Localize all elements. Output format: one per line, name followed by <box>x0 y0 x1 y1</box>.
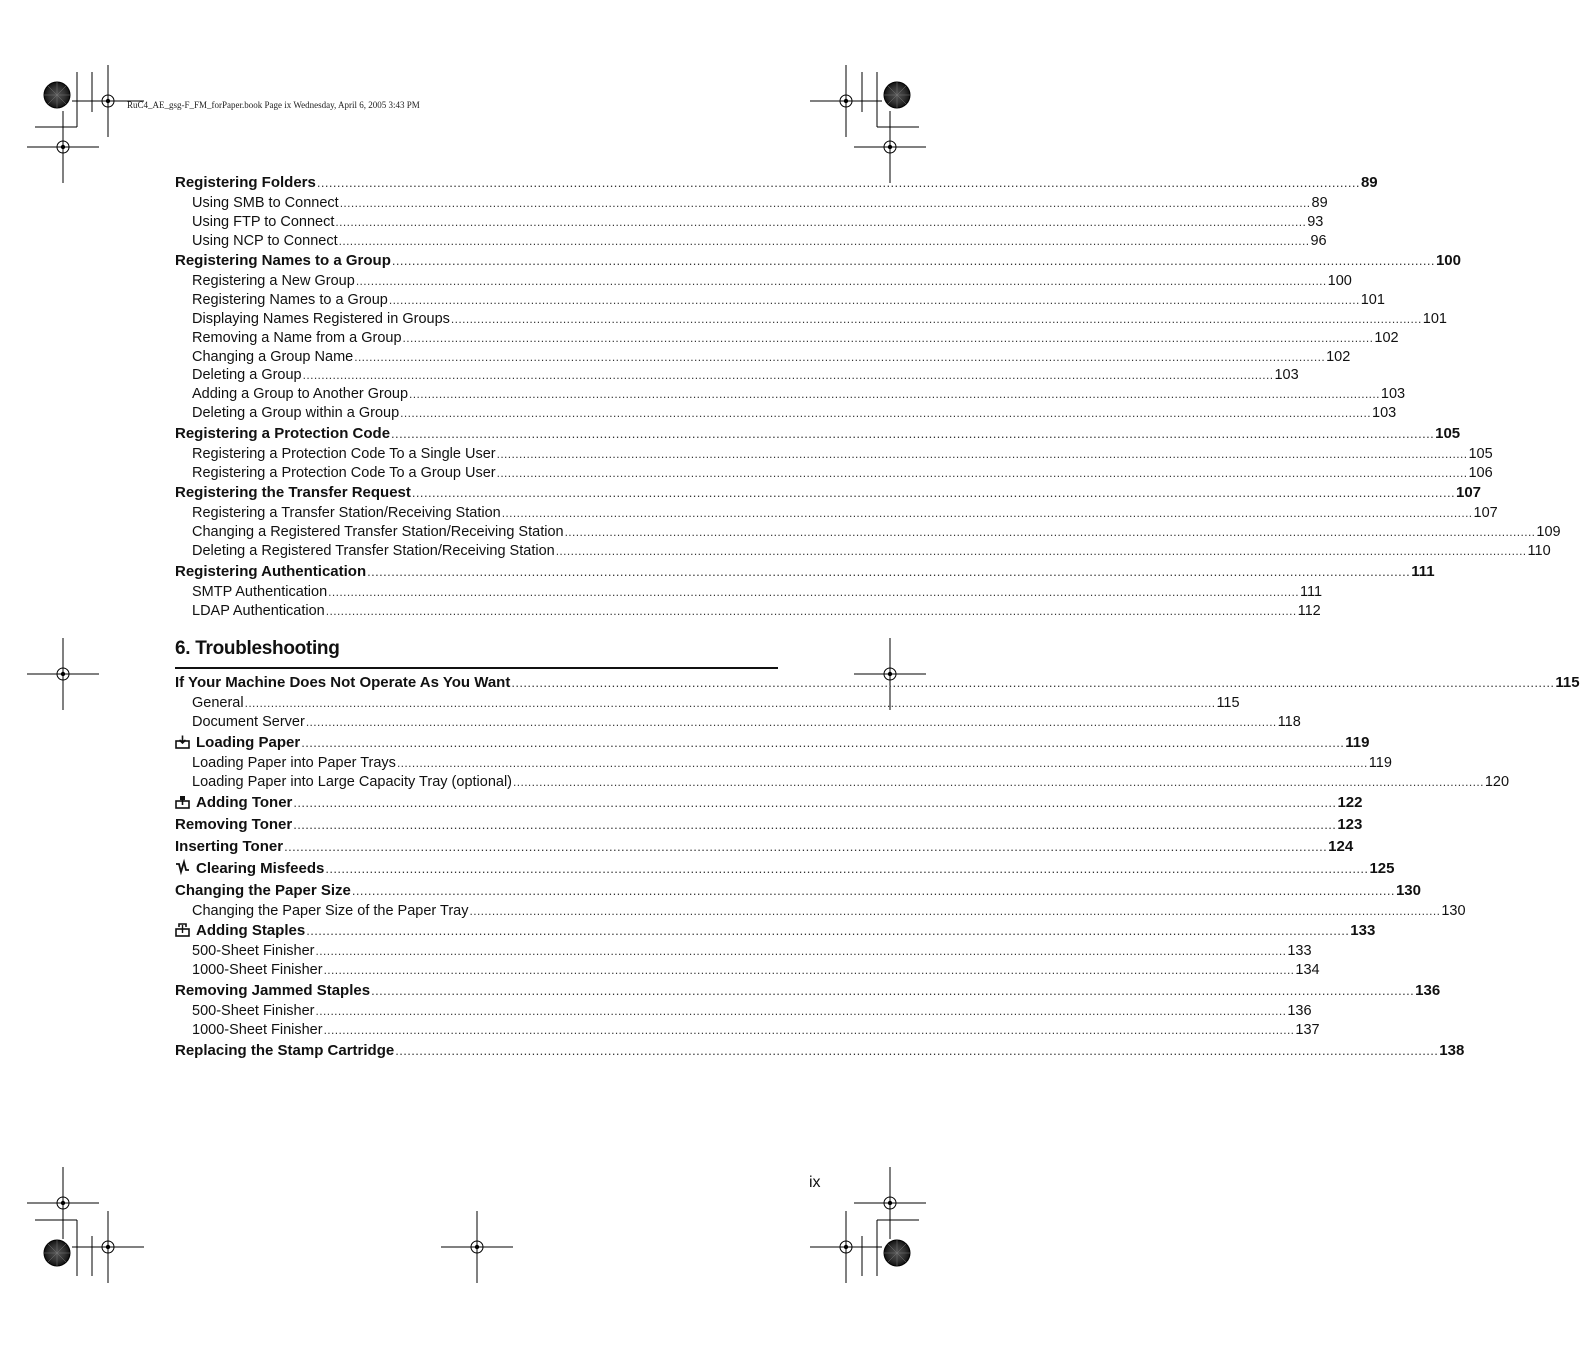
toc-page-number: 105 <box>1435 424 1461 442</box>
dot-leader: .................................................................................................................................................................................................................................................................... <box>338 233 1310 248</box>
toc-subentry[interactable] <box>175 961 1320 980</box>
toc-entry-title: Removing Jammed Staples <box>175 981 371 999</box>
toc-page-number: 103 <box>1372 404 1397 421</box>
toc-subentry[interactable] <box>175 194 1328 213</box>
toc-entry-title: 1000-Sheet Finisher <box>192 1021 323 1038</box>
toc-subentry[interactable] <box>175 329 1399 348</box>
toc-entry-title: Adding a Group to Another Group <box>192 386 409 403</box>
toc-subentry[interactable] <box>175 1002 1312 1021</box>
toc-page-number: 101 <box>1422 310 1447 327</box>
misfeed-icon <box>175 860 190 874</box>
dot-leader: .................................................................................................................................................................................................................................................................... <box>391 425 1435 441</box>
toc-section-list <box>175 172 1561 620</box>
toc-page-number: 111 <box>1300 583 1323 600</box>
dot-leader: .................................................................................................................................................................................................................................................................... <box>555 543 1527 558</box>
toc-subentry[interactable] <box>175 542 1551 561</box>
paper-tray-icon <box>175 734 190 748</box>
toc-page-number: 118 <box>1277 714 1301 731</box>
toc-page-number: 123 <box>1337 815 1363 833</box>
toc-heading-entry[interactable] <box>175 482 1482 504</box>
dot-leader: .................................................................................................................................................................................................................................................................... <box>450 311 1422 326</box>
toc-entry-title: Changing a Group Name <box>192 348 354 365</box>
toc-subentry[interactable] <box>175 713 1301 732</box>
toc-page-number: 124 <box>1328 837 1354 855</box>
dot-leader: .................................................................................................................................................................................................................................................................... <box>305 715 1277 730</box>
dot-leader: .................................................................................................................................................................................................................................................................... <box>388 293 1360 308</box>
toc-subentry[interactable] <box>175 602 1321 621</box>
toc-entry-title: Deleting a Registered Transfer Station/Receiving Station <box>192 542 555 559</box>
dot-leader: .................................................................................................................................................................................................................................................................... <box>496 465 1468 480</box>
toc-entry-title: Registering a Protection Code To a Group User <box>192 464 496 481</box>
dot-leader: .................................................................................................................................................................................................................................................................... <box>391 253 1435 269</box>
dot-leader: .................................................................................................................................................................................................................................................................... <box>293 816 1337 832</box>
dot-leader: .................................................................................................................................................................................................................................................................... <box>315 1003 1287 1018</box>
toc-page-number: 119 <box>1368 754 1392 771</box>
toc-entry-title: Loading Paper <box>196 733 301 751</box>
toc-entry-title: Replacing the Stamp Cartridge <box>175 1041 395 1059</box>
toc-subentry[interactable] <box>175 523 1561 542</box>
toc-entry-title: Loading Paper into Paper Trays <box>192 754 396 771</box>
toc-entry-title: Using NCP to Connect <box>192 232 338 249</box>
toc-entry-title: Registering a Protection Code To a Single User <box>192 445 496 462</box>
toc-page-number: 101 <box>1360 292 1385 309</box>
dot-leader: .................................................................................................................................................................................................................................................................... <box>354 349 1326 364</box>
toc-page-number: 122 <box>1337 793 1363 811</box>
toc-page-number: 96 <box>1310 232 1327 249</box>
toc-entry-title: 500-Sheet Finisher <box>192 1002 315 1019</box>
dot-leader: .................................................................................................................................................................................................................................................................... <box>411 485 1455 501</box>
toc-page-number: 136 <box>1415 981 1441 999</box>
toc-page-number: 133 <box>1350 922 1376 940</box>
dot-leader: .................................................................................................................................................................................................................................................................... <box>315 944 1287 959</box>
toc-page-number: 130 <box>1441 902 1466 919</box>
toc-subentry[interactable] <box>175 445 1493 464</box>
toc-subentry[interactable] <box>175 366 1299 385</box>
toc-page-number: 106 <box>1468 464 1493 481</box>
toc-entry-title: Deleting a Group within a Group <box>192 404 400 421</box>
toc-heading-entry[interactable] <box>175 980 1441 1002</box>
chapter-title: 6. Troubleshooting <box>175 638 340 660</box>
toc-page-number: 107 <box>1455 484 1482 502</box>
toc-heading-entry[interactable] <box>175 672 1580 694</box>
toc-heading-entry[interactable] <box>175 250 1461 272</box>
toc-entry-title: LDAP Authentication <box>192 602 325 619</box>
toc-entry-title: Registering a New Group <box>192 273 355 290</box>
toc-page-number: 103 <box>1380 386 1406 403</box>
toc-heading-entry[interactable] <box>175 561 1435 583</box>
toc-entry-title: Removing Toner <box>175 815 293 833</box>
toc-subentry[interactable] <box>175 504 1498 523</box>
dot-leader: .................................................................................................................................................................................................................................................................... <box>564 525 1536 540</box>
toc-heading-entry[interactable] <box>175 814 1363 836</box>
dot-leader: .................................................................................................................................................................................................................................................................... <box>409 387 1380 402</box>
toc-subentry[interactable] <box>175 385 1406 404</box>
dot-leader: .................................................................................................................................................................................................................................................................... <box>351 882 1395 898</box>
toc-entry-title: Clearing Misfeeds <box>196 859 325 877</box>
toc-heading-entry[interactable] <box>175 423 1461 445</box>
toc-page-number: 115 <box>1216 695 1240 712</box>
toc-entry-title: Changing the Paper Size of the Paper Tray <box>192 902 469 919</box>
toc-entry-title: Using SMB to Connect <box>192 195 339 211</box>
toc-subentry[interactable] <box>175 942 1312 961</box>
dot-leader: .................................................................................................................................................................................................................................................................... <box>244 696 1216 711</box>
toc-heading-entry[interactable] <box>175 732 1370 754</box>
toc-subentry[interactable] <box>175 464 1493 483</box>
dot-leader: .................................................................................................................................................................................................................................................................... <box>371 982 1415 998</box>
toc-entry-title: Registering a Protection Code <box>175 424 391 442</box>
toc-entry-title: Removing a Name from a Group <box>192 329 402 346</box>
toc-entry-title: Registering Names to a Group <box>192 292 388 309</box>
dot-leader: .................................................................................................................................................................................................................................................................... <box>323 963 1295 978</box>
toc-page-number: 93 <box>1307 213 1324 230</box>
toc-entry-title: SMTP Authentication <box>192 583 328 600</box>
toc-entry-title: Registering the Transfer Request <box>175 484 411 502</box>
toc-page-number: 102 <box>1326 348 1351 365</box>
dot-leader: .................................................................................................................................................................................................................................................................... <box>339 196 1311 210</box>
dot-leader: .................................................................................................................................................................................................................................................................... <box>402 330 1374 345</box>
toc-entry-title: General <box>192 695 244 712</box>
toc-entry-title: Adding Staples <box>196 922 306 940</box>
toc-page-number: 110 <box>1527 542 1551 559</box>
toc-entry-title: Registering Names to a Group <box>175 252 391 270</box>
dot-leader: .................................................................................................................................................................................................................................................................... <box>325 603 1297 618</box>
toc-heading-entry[interactable] <box>175 172 1378 194</box>
toc-page-number: 100 <box>1327 273 1352 290</box>
dot-leader: .................................................................................................................................................................................................................................................................... <box>316 175 1360 190</box>
dot-leader: .................................................................................................................................................................................................................................................................... <box>400 405 1371 420</box>
dot-leader: .................................................................................................................................................................................................................................................................... <box>367 563 1411 579</box>
toc-subentry[interactable] <box>175 232 1327 251</box>
toc-page-number: 125 <box>1369 859 1395 877</box>
toc-page-number: 89 <box>1311 195 1328 211</box>
dot-leader: .................................................................................................................................................................................................................................................................... <box>511 675 1555 691</box>
toc-entry-title: Changing the Paper Size <box>175 881 351 899</box>
toc-entry-title: 500-Sheet Finisher <box>192 943 315 960</box>
toc-chapter-list <box>175 672 1580 1061</box>
toc-heading-entry[interactable] <box>175 836 1354 858</box>
toc-entry-title: Registering Folders <box>175 174 316 191</box>
toc-subentry[interactable] <box>175 773 1510 792</box>
toc-entry-title: If Your Machine Does Not Operate As You Want <box>175 674 511 692</box>
toc-entry-title: Deleting a Group <box>192 367 302 384</box>
toc-subentry[interactable] <box>175 272 1352 291</box>
toc-page-number: 107 <box>1473 505 1498 522</box>
dot-leader: .................................................................................................................................................................................................................................................................... <box>469 903 1441 918</box>
dot-leader: .................................................................................................................................................................................................................................................................... <box>301 734 1345 750</box>
dot-leader: .................................................................................................................................................................................................................................................................... <box>306 923 1350 939</box>
dot-leader: .................................................................................................................................................................................................................................................................... <box>335 214 1307 229</box>
print-header: RuC4_AE_gsg-F_FM_forPaper.book Page ix Wednesday, April 6, 2005 3:43 PM <box>127 100 420 110</box>
chapter-rule <box>175 667 778 669</box>
toc-subentry[interactable] <box>175 310 1447 329</box>
dot-leader: .................................................................................................................................................................................................................................................................... <box>302 368 1274 383</box>
toc-page-number: 137 <box>1295 1021 1320 1038</box>
toc-page-number: 111 <box>1411 562 1435 580</box>
toc-page-number: 138 <box>1439 1041 1465 1059</box>
dot-leader: .................................................................................................................................................................................................................................................................... <box>323 1022 1295 1037</box>
dot-leader: .................................................................................................................................................................................................................................................................... <box>328 584 1299 599</box>
toc-page-number: 115 <box>1555 674 1580 692</box>
toc-subentry[interactable] <box>175 1021 1320 1040</box>
dot-leader: .................................................................................................................................................................................................................................................................... <box>396 755 1368 770</box>
staples-icon <box>175 922 190 936</box>
page-number: ix <box>809 1174 821 1191</box>
table-of-contents <box>175 172 1580 1062</box>
toc-entry-title: 1000-Sheet Finisher <box>192 962 323 979</box>
toc-heading-entry[interactable] <box>175 920 1376 942</box>
toc-page-number: 134 <box>1295 962 1320 979</box>
toc-page-number: 136 <box>1287 1002 1312 1019</box>
toc-page-number: 109 <box>1536 524 1561 541</box>
toc-page-number: 103 <box>1274 367 1299 384</box>
toner-icon <box>175 794 190 808</box>
toc-heading-entry[interactable] <box>175 792 1363 814</box>
toc-page-number: 130 <box>1395 881 1421 899</box>
toc-page-number: 89 <box>1360 174 1378 191</box>
dot-leader: .................................................................................................................................................................................................................................................................... <box>293 794 1337 810</box>
dot-leader: .................................................................................................................................................................................................................................................................... <box>513 774 1484 789</box>
toc-page-number: 133 <box>1287 943 1312 960</box>
toc-subentry[interactable] <box>175 213 1324 232</box>
toc-heading-entry[interactable] <box>175 880 1421 902</box>
toc-page-number: 102 <box>1374 329 1399 346</box>
dot-leader: .................................................................................................................................................................................................................................................................... <box>501 506 1473 521</box>
toc-entry-title: Changing a Registered Transfer Station/Receiving Station <box>192 524 564 541</box>
toc-subentry[interactable] <box>175 348 1351 367</box>
toc-page-number: 105 <box>1468 445 1493 462</box>
toc-page-number: 100 <box>1435 252 1461 270</box>
toc-entry-title: Inserting Toner <box>175 837 284 855</box>
toc-entry-title: Document Server <box>192 714 305 731</box>
dot-leader: .................................................................................................................................................................................................................................................................... <box>395 1042 1439 1058</box>
toc-page-number: 120 <box>1484 773 1510 790</box>
toc-subentry[interactable] <box>175 291 1385 310</box>
toc-page-number: 112 <box>1297 602 1321 619</box>
dot-leader: .................................................................................................................................................................................................................................................................... <box>325 860 1369 876</box>
toc-entry-title: Registering Authentication <box>175 562 367 580</box>
dot-leader: .................................................................................................................................................................................................................................................................... <box>284 838 1328 854</box>
toc-heading-entry[interactable] <box>175 858 1395 880</box>
dot-leader: .................................................................................................................................................................................................................................................................... <box>355 274 1327 289</box>
toc-subentry[interactable] <box>175 583 1323 602</box>
toc-entry-title: Displaying Names Registered in Groups <box>192 310 450 327</box>
toc-heading-entry[interactable] <box>175 1040 1465 1062</box>
toc-page-number: 119 <box>1345 733 1370 751</box>
toc-subentry[interactable] <box>175 404 1397 423</box>
toc-subentry[interactable] <box>175 694 1240 713</box>
toc-subentry[interactable] <box>175 754 1392 773</box>
toc-entry-title: Using FTP to Connect <box>192 213 335 230</box>
toc-entry-title: Registering a Transfer Station/Receiving Station <box>192 505 501 522</box>
toc-entry-title: Adding Toner <box>196 793 293 811</box>
toc-entry-title: Loading Paper into Large Capacity Tray (optional) <box>192 773 512 790</box>
toc-subentry[interactable] <box>175 902 1466 921</box>
dot-leader: .................................................................................................................................................................................................................................................................... <box>496 446 1468 461</box>
